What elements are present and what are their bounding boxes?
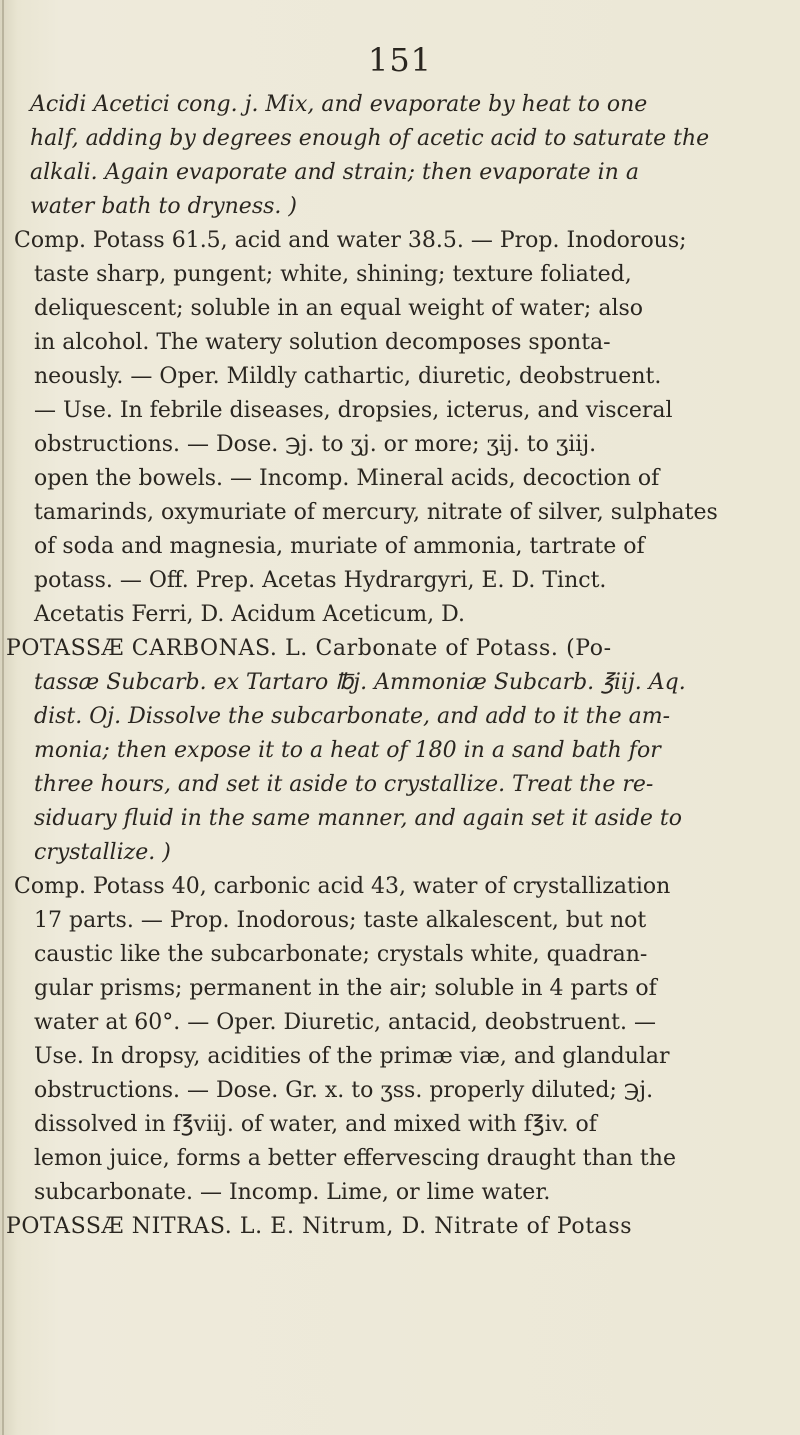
section-heading-potassae-nitras: POTASSÆ NITRAS. L. E. Nitrum, D. Nitrate of Potass bbox=[6, 1214, 633, 1239]
page-gutter-shadow bbox=[2, 0, 4, 1435]
text-line: half, adding by degrees enough of acetic acid to saturate the bbox=[30, 126, 710, 151]
text-line: potass. — Off. Prep. Acetas Hydrargyri, E. D. Tinct. bbox=[34, 568, 607, 593]
text-line: 17 parts. — Prop. Inodorous; taste alkalescent, but not bbox=[34, 908, 647, 933]
text-line: of soda and magnesia, muriate of ammonia, tartrate of bbox=[34, 534, 645, 559]
text-line: tassæ Subcarb. ex Tartaro ℔j. Ammoniæ Subcarb. ℥iij. Aq. bbox=[34, 670, 686, 695]
text-line: dist. Oj. Dissolve the subcarbonate, and add to it the am- bbox=[34, 704, 671, 729]
page-number: 151 bbox=[367, 41, 433, 79]
text-line: neously. — Oper. Mildly cathartic, diuretic, deobstruent. bbox=[34, 364, 662, 389]
text-line: three hours, and set it aside to crystallize. Treat the re- bbox=[34, 772, 654, 797]
text-line: open the bowels. — Incomp. Mineral acids, decoction of bbox=[34, 466, 660, 491]
text-line: Acetatis Ferri, D. Acidum Aceticum, D. bbox=[34, 602, 465, 627]
text-line: — Use. In febrile diseases, dropsies, icterus, and visceral bbox=[34, 398, 673, 423]
text-line: taste sharp, pungent; white, shining; texture foliated, bbox=[34, 262, 632, 287]
text-line: dissolved in f℥viij. of water, and mixed with f℥iv. of bbox=[34, 1112, 597, 1137]
section-heading-potassae-carbonas: POTASSÆ CARBONAS. L. Carbonate of Potass. (Po- bbox=[6, 636, 612, 661]
text-line: deliquescent; soluble in an equal weight of water; also bbox=[34, 296, 644, 321]
text-line: water bath to dryness. ) bbox=[30, 194, 297, 219]
text-line: lemon juice, forms a better effervescing draught than the bbox=[34, 1146, 676, 1171]
text-line: alkali. Again evaporate and strain; then evaporate in a bbox=[30, 160, 639, 185]
text-line: tamarinds, oxymuriate of mercury, nitrate of silver, sulphates bbox=[34, 500, 718, 525]
text-line: Comp. Potass 40, carbonic acid 43, water of crystallization bbox=[14, 874, 671, 899]
text-line: gular prisms; permanent in the air; soluble in 4 parts of bbox=[34, 976, 657, 1001]
text-line: subcarbonate. — Incomp. Lime, or lime water. bbox=[34, 1180, 551, 1205]
text-line: in alcohol. The watery solution decomposes sponta- bbox=[34, 330, 611, 355]
text-line: crystallize. ) bbox=[34, 840, 171, 865]
text-line: obstructions. — Dose. Gr. x. to ʒss. properly diluted; ℈j. bbox=[34, 1078, 654, 1103]
text-line: Use. In dropsy, acidities of the primæ viæ, and glandular bbox=[34, 1044, 670, 1069]
text-line: caustic like the subcarbonate; crystals white, quadran- bbox=[34, 942, 648, 967]
text-line: water at 60°. — Oper. Diuretic, antacid, deobstruent. — bbox=[34, 1010, 656, 1035]
text-line: monia; then expose it to a heat of 180 in a sand bath for bbox=[34, 738, 661, 763]
text-line: siduary fluid in the same manner, and again set it aside to bbox=[34, 806, 683, 831]
text-line: obstructions. — Dose. ℈j. to ʒj. or more; ʒij. to ʒiij. bbox=[34, 432, 597, 457]
text-line: Comp. Potass 61.5, acid and water 38.5. — Prop. Inodorous; bbox=[14, 228, 687, 253]
text-line: Acidi Acetici cong. j. Mix, and evaporate by heat to one bbox=[30, 92, 648, 117]
